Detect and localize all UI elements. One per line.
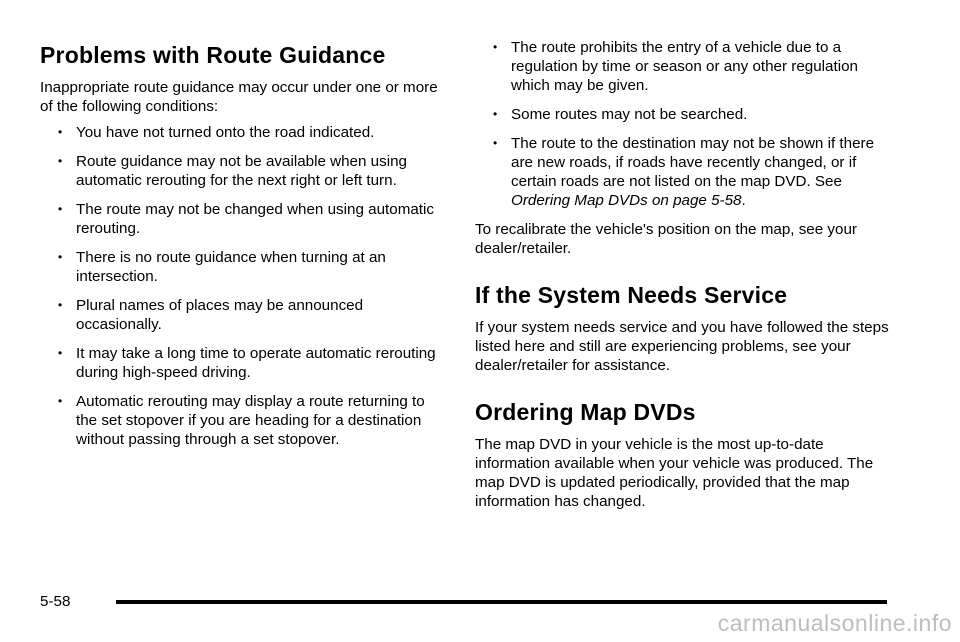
list-item: • You have not turned onto the road indicated. <box>58 124 375 141</box>
bullet-icon: • <box>493 136 498 150</box>
bullet-icon: • <box>58 394 63 408</box>
bullet-icon: • <box>58 202 63 216</box>
list-item: • There is no route guidance when turning at an intersection. <box>58 249 386 285</box>
section-heading-service: If the System Needs Service <box>475 282 788 308</box>
footer-rule <box>116 600 887 604</box>
list-item: • Automatic rerouting may display a route returning to the set stopover if you are heading for a destination without passing through a set stopover. <box>58 393 425 448</box>
recalibrate-paragraph: To recalibrate the vehicle's position on the map, see your dealer/retailer. <box>475 221 857 257</box>
list-item: • Some routes may not be searched. <box>493 106 748 123</box>
bullet-icon: • <box>493 40 498 54</box>
list-item: • Plural names of places may be announced occasionally. <box>58 297 364 333</box>
intro-paragraph: Inappropriate route guidance may occur under one or more of the following conditions: <box>40 79 438 115</box>
watermark: carmanualsonline.info <box>717 610 952 636</box>
conditions-list-continued <box>475 38 890 210</box>
service-paragraph: If your system needs service and you have followed the steps listed here and still are experiencing problems, see your dealer/retailer for assistance. <box>475 319 889 374</box>
bullet-icon: • <box>58 346 63 360</box>
list-item: • It may take a long time to operate automatic rerouting during high-speed driving. <box>58 345 436 381</box>
cross-reference-link[interactable]: Ordering Map DVDs on page 5‑58 <box>511 192 742 209</box>
section-heading-route-guidance: Problems with Route Guidance <box>40 42 386 68</box>
conditions-list <box>40 123 445 449</box>
bullet-icon: • <box>58 250 63 264</box>
list-item: • The route to the destination may not be shown if there are new roads, if roads have recently changed, or if certain roads are not listed on the map DVD. See Ordering Map DVDs on page 5‑58. <box>493 135 875 209</box>
bullet-icon: • <box>493 107 498 121</box>
map-dvd-paragraph: The map DVD in your vehicle is the most up-to-date information available when your vehicle was produced. The map DVD is updated periodically, provided that the map information has changed. <box>475 436 874 510</box>
bullet-icon: • <box>58 154 63 168</box>
list-item: • The route prohibits the entry of a vehicle due to a regulation by time or season or any other regulation which may be given. <box>493 39 858 94</box>
bullet-icon: • <box>58 298 63 312</box>
section-heading-map-dvds: Ordering Map DVDs <box>475 399 696 425</box>
right-column <box>475 38 890 511</box>
left-column <box>40 40 445 459</box>
page-number: 5-58 <box>40 593 71 610</box>
bullet-icon: • <box>58 125 63 139</box>
list-item: • The route may not be changed when using automatic rerouting. <box>58 201 434 237</box>
list-item: • Route guidance may not be available when using automatic rerouting for the next right or left turn. <box>58 153 407 189</box>
